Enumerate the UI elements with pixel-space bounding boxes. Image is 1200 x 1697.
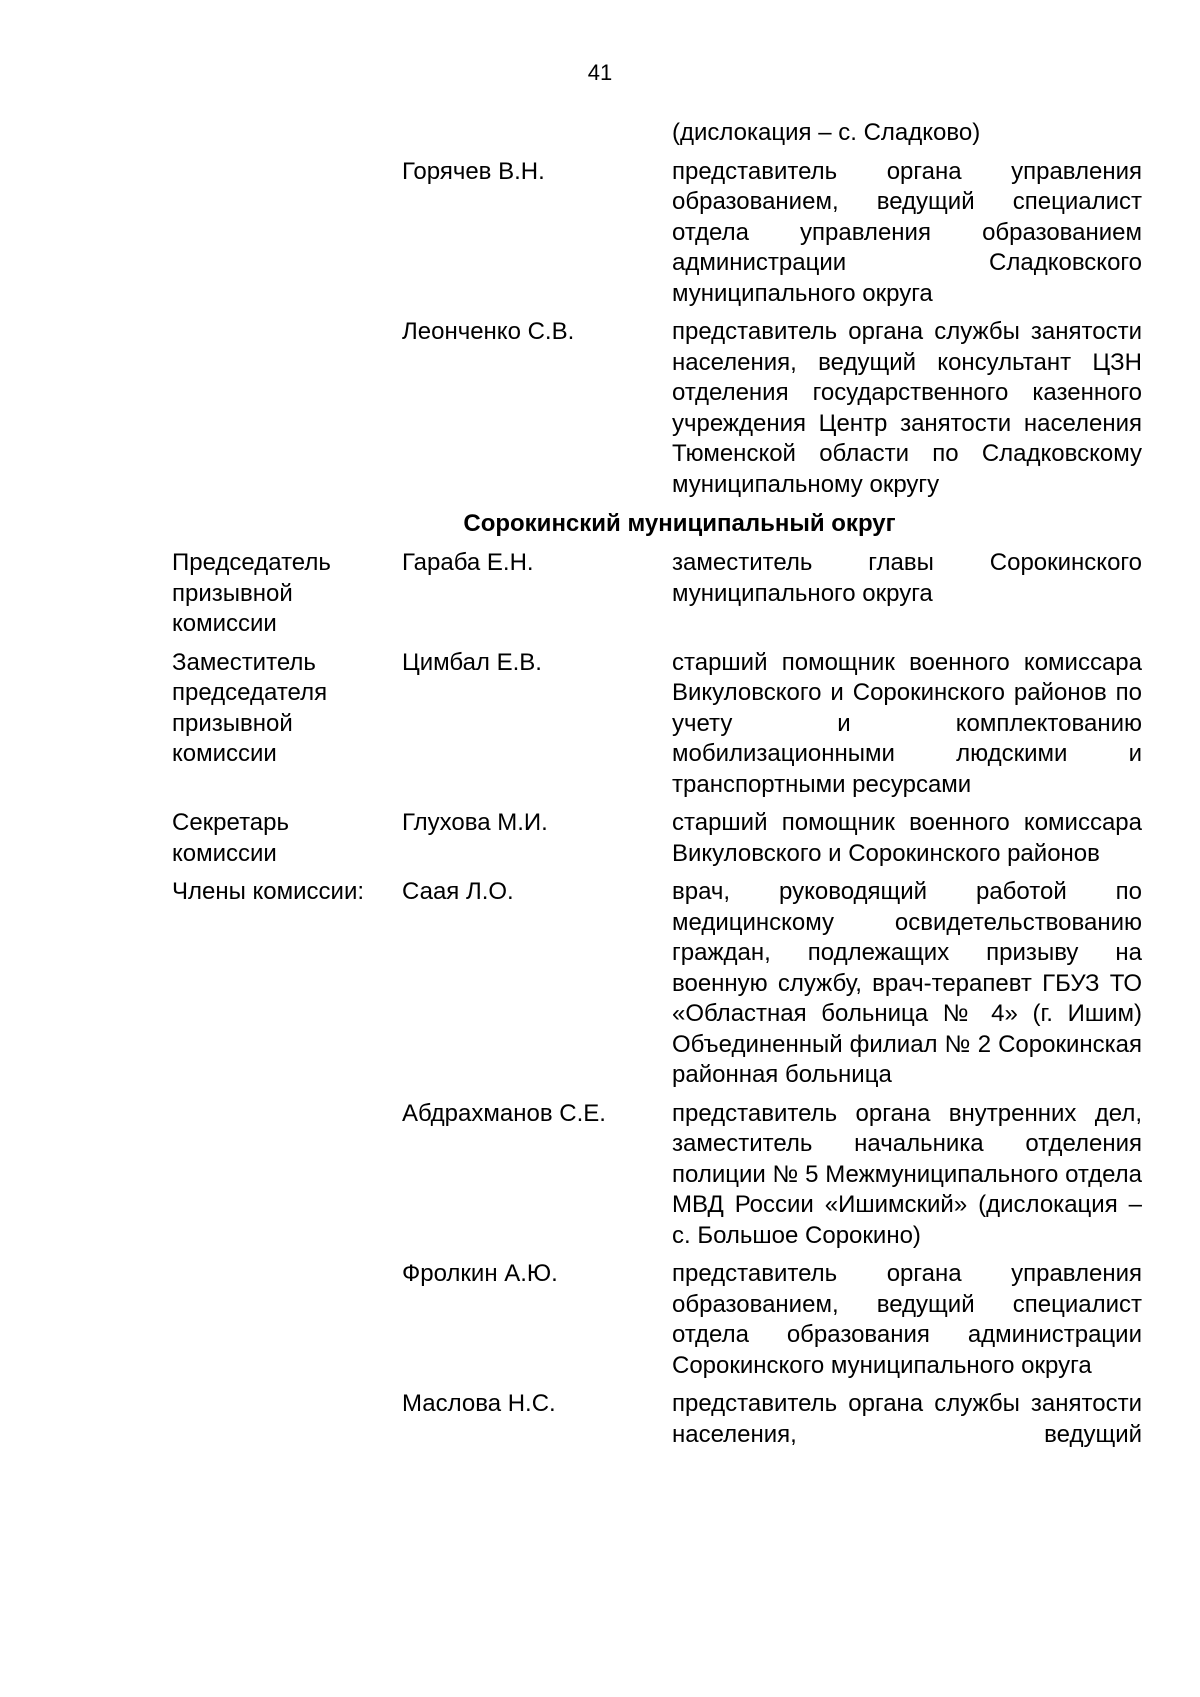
member-role: Секретарь комиссии	[172, 809, 289, 867]
list-item	[172, 648, 1142, 801]
commission-list	[172, 118, 1142, 1450]
member-description: представитель органа управления образованием, ведущий специалист отдела образования администрации Сорокинского муниципального округа	[672, 1260, 1142, 1379]
member-name: Абдрахманов С.Е.	[402, 1099, 606, 1127]
member-description: заместитель главы Сорокинского муниципального округа	[672, 549, 1142, 607]
member-name: Горячев В.Н.	[402, 157, 545, 185]
list-item	[172, 1389, 1142, 1450]
list-item	[172, 877, 1142, 1091]
section-heading	[172, 508, 1142, 540]
member-description: старший помощник военного комиссара Викуловского и Сорокинского районов	[672, 809, 1142, 867]
member-name: Фролкин А.Ю.	[402, 1260, 558, 1287]
member-description: представитель органа службы занятости населения, ведущий	[672, 1390, 1142, 1448]
member-description: старший помощник военного комиссара Викуловского и Сорокинского районов по учету и комплектованию мобилизационными людскими и транспортными ресурсами	[672, 648, 1142, 798]
member-name: Глухова М.И.	[402, 809, 548, 836]
list-item	[172, 1259, 1142, 1381]
member-description: представитель органа службы занятости населения, ведущий консультант ЦЗН отделения государственного казенного учреждения Центр занятости населения Тюменской области по Сладковскому муниципальному округу	[672, 318, 1142, 498]
list-item	[172, 808, 1142, 869]
list-item	[172, 157, 1142, 310]
list-item	[172, 548, 1142, 640]
list-item	[172, 1099, 1142, 1252]
member-role: Члены комиссии:	[172, 878, 365, 905]
member-name: Леонченко С.В.	[402, 318, 575, 345]
member-name: Маслова Н.С.	[402, 1390, 556, 1417]
member-role: Заместитель председателя призывной комиссии	[172, 648, 328, 767]
member-name: Саая Л.О.	[402, 878, 514, 905]
page-number: 41	[587, 60, 613, 85]
section-heading-text: Сорокинский муниципальный округ	[463, 510, 896, 537]
member-description: представитель органа управления образованием, ведущий специалист отдела управления образованием администрации Сладковского муниципального округа	[672, 157, 1142, 307]
member-description: представитель органа внутренних дел, заместитель начальника отделения полиции № 5 Межмуниципального отдела МВД России «Ишимский» (дислокация – с. Большое Сорокино)	[672, 1099, 1142, 1249]
list-item	[172, 317, 1142, 500]
member-description: врач, руководящий работой по медицинскому освидетельствованию граждан, подлежащих призыву на военную службу, врач-терапевт ГБУЗ ТО «Областная больница № 4» (г. Ишим) Объединенный филиал № 2 Сорокинская районная больница	[672, 878, 1142, 1088]
member-role: Председатель призывной комиссии	[172, 549, 331, 637]
member-description: (дислокация – с. Сладково)	[672, 119, 981, 146]
list-item	[172, 118, 1142, 149]
member-name: Гараба Е.Н.	[402, 549, 534, 576]
member-name: Цимбал Е.В.	[402, 648, 542, 676]
